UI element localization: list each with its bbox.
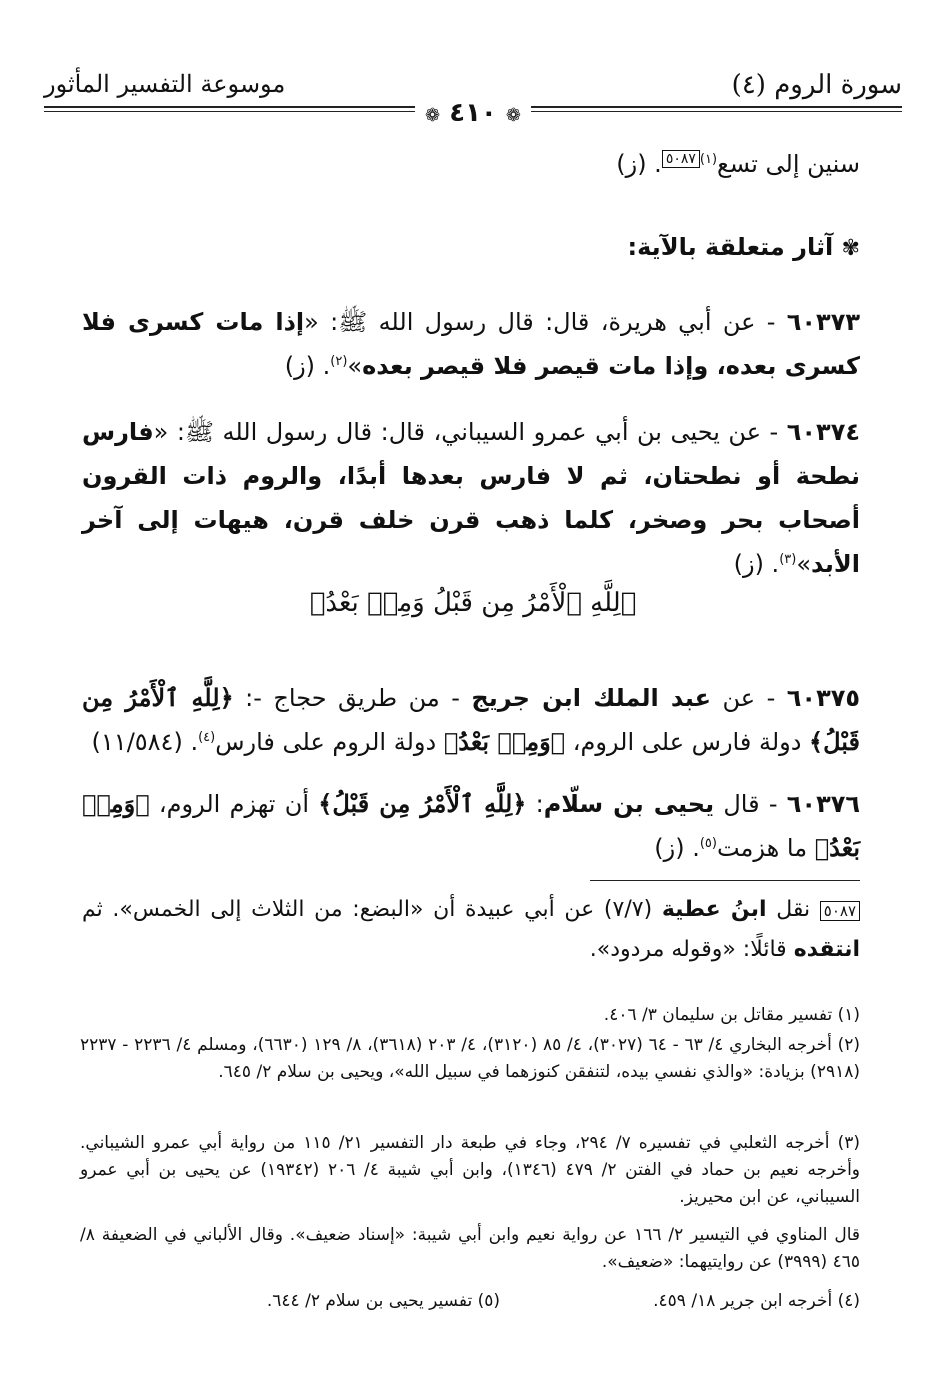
footnote: (١) تفسير مقاتل بن سليمان ٣/ ٤٠٦. [603,1005,860,1025]
commentary-ref-box: ٥٠٨٧ [820,901,860,921]
entry-text: دولة فارس على الروم، [565,728,810,756]
continuation-line [82,142,860,186]
entry-chain: - عن أبي هريرة، قال: قال رسول الله ﷺ: « [304,308,787,336]
source-code: . (ز) [284,352,331,380]
entry-text: - قال [714,790,787,818]
footnote-ref: (٣) [779,552,797,567]
entry-number: ٦٠٣٧٤ [786,418,860,446]
commentary-ref-box: ٥٠٨٧ [662,150,700,168]
athar-entry [82,410,860,586]
entry-text: ما هزمت [716,834,815,862]
entry-number: ٦٠٣٧٥ [786,684,861,712]
entry-chain: - من طريق حجاج -: [233,684,472,712]
section-heading-text: آثار متعلقة بالآية: [627,233,834,261]
quote-close: » [796,550,812,578]
scholar-name: ابنُ عطية [661,897,767,922]
source-code: . (ز) [654,834,700,862]
footnote-ref: (٥) [699,836,717,851]
commentary-note [82,890,860,970]
source-code: . (ز) [616,150,662,178]
source-code: . (١١/٥٨٤) [91,728,199,756]
entry-number: ٦٠٣٧٣ [786,308,860,336]
verse-quote: ﴿لِلَّهِ ٱلْأَمْرُ مِن قَبْلُ﴾ [82,683,860,756]
footnote-ref: (١) [699,152,718,167]
page-number [415,98,531,128]
athar-entry [82,300,860,388]
verse-quote: ﴿وَمِنۢ بَعْدُ﴾ [443,727,566,756]
verse-quote: ﴿وَمِنۢ بَعْدُ﴾ [82,789,860,862]
commentary-separator [590,880,860,881]
page-number-value: ٤١٠ [449,98,497,128]
entry-text: أن تهزم الروم، [149,790,319,818]
footnote: (٣) أخرجه الثعلبي في تفسيره ٧/ ٢٩٤، وجاء في طبعة دار التفسير ٢١/ ١١٥ من رواية أبي عمرو الشيباني. وأخرجه نعيم بن حماد في الفتن ٢/ ٤٧٩ (١٣٤٦)، وابن أبي شيبة ٤/ ٢٠٦ (١٩٣٤٢) عن يحيى بن أبي عمرو السيباني، عن ابن محيريز. [80,1133,861,1207]
quote-close: » [347,352,363,380]
verse-quote: ﴿لِلَّهِ ٱلْأَمْرُ مِن قَبْلُ﴾ [318,789,527,818]
entry-text: دولة الروم على فارس [215,728,444,756]
athar-entry [82,782,860,870]
continuation-text: سنين إلى تسع [717,150,860,178]
flower-icon: ✾ [841,236,860,261]
surah-title: سورة الروم (٤) [731,70,902,100]
footnote: (٤) أخرجه ابن جرير ١٨/ ٤٥٩. [653,1291,860,1311]
source-code: . (ز) [733,550,780,578]
commentary-text: نقل [766,897,820,922]
book-title: موسوعة التفسير المأثور [44,70,286,98]
footnote-ref: (٢) [330,354,348,369]
commentary-text: عن أبي عبيدة أن «البضع: من الثلاث إلى الخمس». ثم [82,897,604,922]
quran-verse: ﴿لِلَّهِ ٱلْأَمْرُ مِن قَبْلُ وَمِنۢ بَعْدُ﴾ [309,588,637,618]
entry-text: فارس نطحة أو نطحتان، ثم لا فارس بعدها أبدًا، والروم ذات القرون أصحاب بحر وصخر، كلما ذهب قرن خلف قرن، هيهات إلى آخر الأبد [82,418,860,578]
entry-text: إذا مات كسرى فلا كسرى بعده، وإذا مات قيصر فلا قيصر بعده [82,308,860,380]
commentary-text: قائلًا: «وقوله مردود». [589,937,794,962]
entry-number: ٦٠٣٧٦ [786,790,861,818]
page-header [44,60,902,130]
ornament-icon: ❁ [425,105,441,126]
footnote: (٥) تفسير يحيى بن سلام ٢/ ٦٤٤. [266,1291,500,1311]
athar-entry [82,676,860,764]
section-heading [82,225,860,271]
narrator-name: عبد الملك ابن جريج [471,684,711,712]
entry-chain: : [526,790,544,818]
ornament-icon: ❁ [505,105,521,126]
entry-chain: - عن يحيى بن أبي عمرو السيباني، قال: قال رسول الله ﷺ: « [153,418,787,446]
footnote: (٢) أخرجه البخاري ٤/ ٦٣ - ٦٤ (٣٠٢٧)، ٤/ ٨٥ (٣١٢٠)، ٤/ ٢٠٣ (٣٦١٨)، ٨/ ١٢٩ (٦٦٣٠)، ومسلم ٤/ ٢٢٣٦ - ٢٢٣٧ (٢٩١٨) بزيادة: «والذي نفسي بيده، لتنفقن كنوزهما في سبيل الله»، ويحيى بن سلام ٢/ ٦٤٥. [80,1035,861,1082]
footnote-ref: (٤) [198,730,216,745]
narrator-name: يحيى بن سلّام [543,790,715,818]
entry-text: - عن [711,684,787,712]
commentary-bold: انتقده [793,937,860,962]
commentary-ref: (٧/٧) [603,897,662,922]
footnote: قال المناوي في التيسير ٢/ ١٦٦ عن رواية نعيم وابن أبي شيبة: «إسناد ضعيف». وقال الألباني في الضعيفة ٨/ ٤٦٥ (٣٩٩٩) عن روايتيهما: «ضعيف». [80,1225,860,1272]
